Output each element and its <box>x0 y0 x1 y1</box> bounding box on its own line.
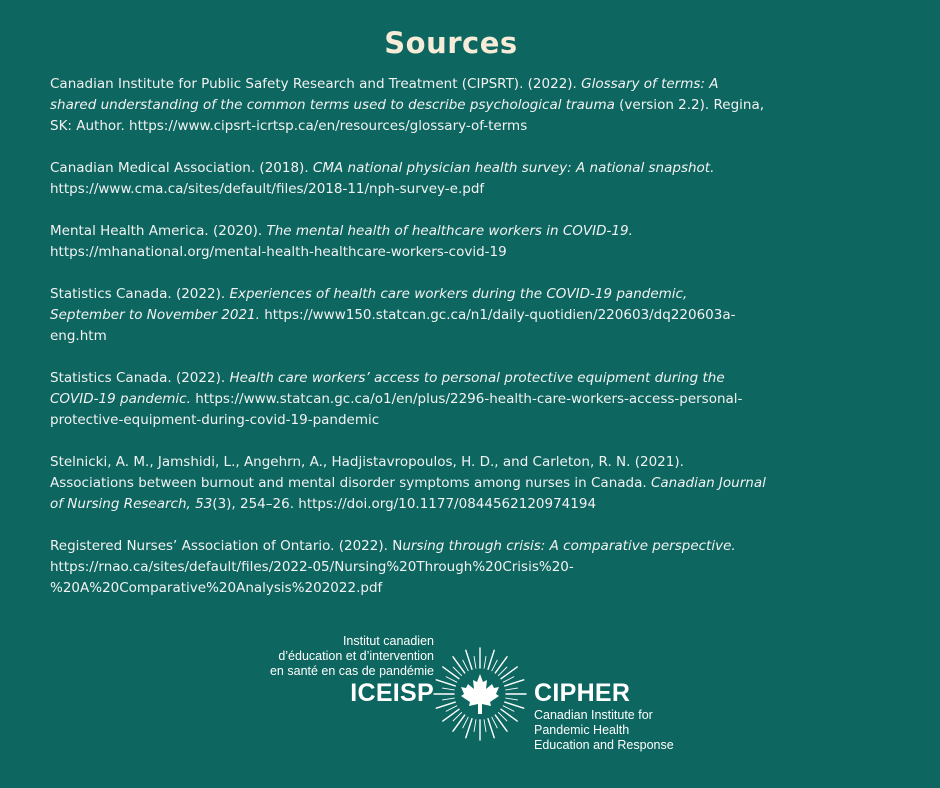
reference-item <box>50 158 766 200</box>
logo-french-name <box>174 634 434 679</box>
burst-ray <box>506 698 518 700</box>
reference-title: Canadian Journal of Nursing Research, 53 <box>50 475 766 512</box>
logo-fr-line: d’éducation et d’intervention <box>278 649 434 663</box>
burst-ray <box>505 680 524 686</box>
logo-wordmark-french: ICEISP <box>350 679 434 707</box>
burst-ray <box>495 657 507 673</box>
burst-ray <box>506 688 518 690</box>
logo-en-line: Education and Response <box>534 738 674 752</box>
reference-item <box>50 368 766 431</box>
reference-item <box>50 74 766 137</box>
burst-ray <box>446 677 457 682</box>
burst-ray <box>495 715 507 731</box>
reference-item <box>50 284 766 347</box>
burst-ray <box>474 720 476 732</box>
reference-link[interactable]: https://www.cma.ca/sites/default/files/2018-11/nph-survey-e.pdf <box>50 181 485 197</box>
burst-ray <box>488 650 494 669</box>
logo-wordmark-english: CIPHER <box>534 679 631 707</box>
reference-link[interactable]: (version 2.2). Regina, SK: Author. https://www.cipsrt-icrtsp.ca/en/resources/glossary-of-terms <box>50 97 765 134</box>
maple-leaf-burst-icon <box>430 644 530 744</box>
logo-en-line: Pandemic Health <box>534 723 630 737</box>
reference-list <box>50 74 766 620</box>
burst-ray <box>466 719 472 738</box>
burst-ray <box>498 712 506 720</box>
reference-item <box>50 221 766 263</box>
logo-english-name <box>534 708 774 753</box>
burst-ray <box>466 650 472 669</box>
reference-text: Mental Health America. (2020). <box>50 223 267 239</box>
reference-link[interactable]: https://www.statcan.gc.ca/o1/en/plus/2296-health-care-workers-access-personal-protective-equipment-during-covid-19-pandemic <box>50 391 743 428</box>
burst-ray <box>442 688 454 690</box>
page-title: Sources <box>384 26 518 60</box>
logo-fr-line: Institut canadien <box>342 634 434 648</box>
burst-ray <box>505 702 524 708</box>
logo-en-line: Canadian Institute for <box>534 708 653 722</box>
reference-link[interactable]: https://rnao.ca/sites/default/files/2022-05/Nursing%20Through%20Crisis%20-%20A%20Comparative%20Analysis%202022.pdf <box>50 559 574 596</box>
burst-ray <box>436 702 455 708</box>
burst-ray <box>436 680 455 686</box>
reference-title: CMA national physician health survey: A national snapshot. <box>312 160 715 176</box>
burst-ray <box>453 657 465 673</box>
reference-text: Stelnicki, A. M., Jamshidi, L., Angehrn, A., Hadjistavropoulos, H. D., and Carleton, R. N. (2021). Associations between burnout and mental disorder symptoms among nurses in Canada. <box>50 454 684 491</box>
burst-ray <box>501 667 517 679</box>
burst-ray <box>474 656 476 668</box>
reference-title: The mental health of healthcare workers in COVID-19. <box>266 223 633 239</box>
logo-fr-line: en santé en cas de pandémie <box>269 664 434 678</box>
burst-ray <box>443 667 459 679</box>
burst-ray <box>484 656 486 668</box>
reference-title: Health care workers’ access to personal protective equipment during the COVID-19 pandemic. <box>50 370 725 407</box>
reference-item <box>50 452 766 515</box>
reference-text: Canadian Medical Association. (2018). <box>50 160 313 176</box>
burst-ray <box>501 709 517 721</box>
burst-ray <box>503 677 514 682</box>
reference-title: Experiences of health care workers during the COVID-19 pandemic, September to November 2021. <box>50 286 688 323</box>
reference-text: Canadian Institute for Public Safety Research and Treatment (CIPSRT). (2022). <box>50 76 582 92</box>
burst-ray <box>442 698 454 700</box>
burst-ray <box>488 719 494 738</box>
burst-ray <box>453 712 461 720</box>
reference-title: Glossary of terms: A shared understanding of the common terms used to describe psychological trauma <box>50 76 719 113</box>
reference-link[interactable]: https://www150.statcan.gc.ca/n1/daily-quotidien/220603/dq220603a-eng.htm <box>50 307 736 344</box>
reference-text: Statistics Canada. (2022). <box>50 286 230 302</box>
burst-ray <box>484 720 486 732</box>
burst-ray <box>463 660 468 671</box>
reference-link[interactable]: https://mhanational.org/mental-health-healthcare-workers-covid-19 <box>50 244 507 260</box>
burst-ray <box>453 715 465 731</box>
burst-ray <box>453 667 461 675</box>
burst-ray <box>446 706 457 711</box>
burst-ray <box>503 706 514 711</box>
burst-ray <box>463 717 468 728</box>
reference-text: Statistics Canada. (2022). <box>50 370 230 386</box>
reference-title: ursing through crisis: A comparative perspective. <box>402 538 736 554</box>
reference-item <box>50 536 766 599</box>
burst-ray <box>498 667 506 675</box>
burst-ray <box>492 717 497 728</box>
reference-text: Registered Nurses’ Association of Ontario. (2022). N <box>50 538 403 554</box>
burst-ray <box>492 660 497 671</box>
reference-link[interactable]: (3), 254–26. https://doi.org/10.1177/0844562120974194 <box>212 496 597 512</box>
burst-ray <box>443 709 459 721</box>
